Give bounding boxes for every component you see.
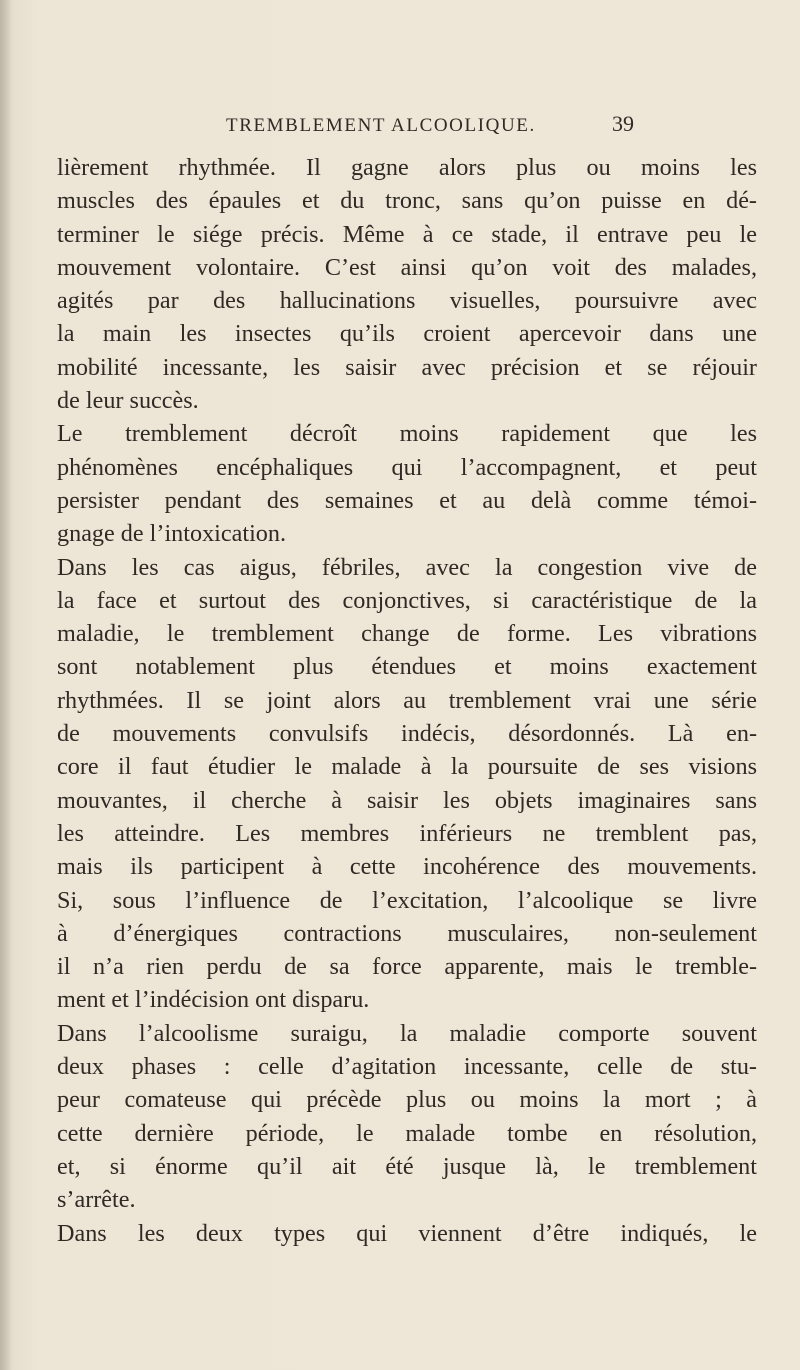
text-line: lièrement rhythmée. Il gagne alors plus ou moins les xyxy=(57,154,757,181)
text-line: il n’a rien perdu de sa force apparente, mais le tremble- xyxy=(57,953,757,981)
text-line: la main les insectes qu’ils croient apercevoir dans une xyxy=(57,320,757,348)
text-line: agités par des hallucinations visuelles, poursuivre avec xyxy=(57,287,757,315)
text-line: core il faut étudier le malade à la poursuite de ses visions xyxy=(57,753,757,781)
text-line: phénomènes encéphaliques qui l’accompagnent, et peut xyxy=(57,453,757,481)
text-line: les atteindre. Les membres inférieurs ne tremblent pas, xyxy=(57,819,757,847)
text-line: s’arrête. xyxy=(57,1186,136,1214)
body-text xyxy=(57,151,757,1250)
text-line: muscles des épaules et du tronc, sans qu’on puisse en dé- xyxy=(57,187,757,215)
text-line: cette dernière période, le malade tombe en résolution, xyxy=(57,1119,757,1147)
text-line: Le tremblement décroît moins rapidement que les xyxy=(57,420,757,448)
page-number: 39 xyxy=(612,111,634,136)
running-head xyxy=(0,111,800,145)
text-line: mais ils participent à cette incohérence des mouvements. xyxy=(57,853,757,881)
text-line: de mouvements convulsifs indécis, désordonnés. Là en- xyxy=(57,720,757,748)
spine-shadow xyxy=(0,0,12,1370)
text-line: et, si énorme qu’il ait été jusque là, le tremblement xyxy=(57,1152,757,1180)
text-line: mouvantes, il cherche à saisir les objets imaginaires sans xyxy=(57,786,757,814)
text-line: Dans les cas aigus, fébriles, avec la congestion vive de xyxy=(57,553,757,581)
text-line: à d’énergiques contractions musculaires, non-seulement xyxy=(57,919,757,947)
text-line: sont notablement plus étendues et moins exactement xyxy=(57,653,757,681)
text-line: persister pendant des semaines et au delà comme témoi- xyxy=(57,486,757,514)
text-line: Si, sous l’influence de l’excitation, l’alcoolique se livre xyxy=(57,886,757,914)
text-line: peur comateuse qui précède plus ou moins la mort ; à xyxy=(57,1086,757,1114)
text-line: maladie, le tremblement change de forme. Les vibrations xyxy=(57,620,757,648)
text-line: Dans les deux types qui viennent d’être indiqués, le xyxy=(57,1219,757,1247)
text-line: gnage de l’intoxication. xyxy=(57,520,287,548)
running-title: TREMBLEMENT ALCOOLIQUE. xyxy=(226,115,536,136)
text-line: Dans l’alcoolisme suraigu, la maladie comporte souvent xyxy=(57,1019,757,1047)
text-line: terminer le siége précis. Même à ce stade, il entrave peu le xyxy=(57,220,757,248)
text-line: rhythmées. Il se joint alors au tremblement vrai une série xyxy=(57,686,757,714)
text-line: mobilité incessante, les saisir avec précision et se réjouir xyxy=(57,353,757,381)
text-line: mouvement volontaire. C’est ainsi qu’on voit des malades, xyxy=(57,253,757,281)
text-line: ment et l’indécision ont disparu. xyxy=(57,986,370,1014)
text-line: la face et surtout des conjonctives, si caractéristique de la xyxy=(57,586,757,614)
text-line: de leur succès. xyxy=(57,387,199,415)
text-line: deux phases : celle d’agitation incessante, celle de stu- xyxy=(57,1053,757,1081)
